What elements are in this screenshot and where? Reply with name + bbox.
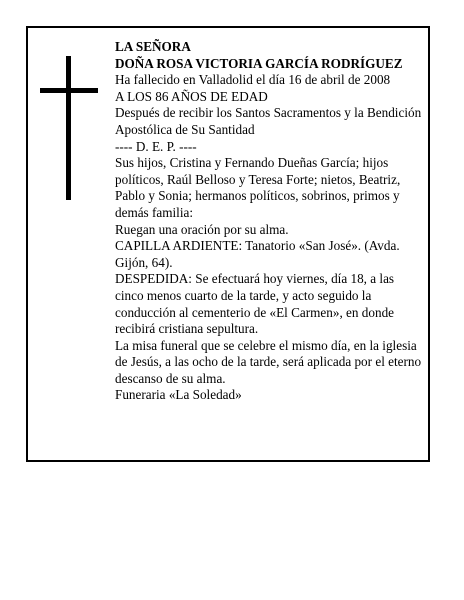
prayer-request: Ruegan una oración por su alma. [115, 221, 289, 237]
chapel-text: Tanatorio «San José». (Avda. Gijón, 64). [115, 238, 400, 270]
cross-icon [40, 56, 98, 200]
age: A LOS 86 AÑOS DE EDAD [115, 88, 268, 104]
deceased-name: DOÑA ROSA VICTORIA GARCÍA RODRÍGUEZ [115, 55, 403, 71]
farewell-text: Se efectuará hoy viernes, día 18, a las cinco menos cuarto de la tarde, y acto seguido la conducción al cementerio de «El Carmen», en donde recibirá cristiana sepultura. [115, 271, 395, 337]
rip-line: ---- D. E. P. ---- [115, 138, 197, 154]
sacraments: Después de recibir los Santos Sacramentos y la Bendición Apostólica de Su Santidad [115, 105, 422, 137]
mass: La misa funeral que se celebre el mismo día, en la iglesia de Jesús, a las ocho de la tarde, será aplicada por el eterno descanso de su alma. [115, 337, 422, 386]
farewell [115, 271, 423, 337]
cross-vertical-bar [66, 56, 71, 200]
farewell-label: DESPEDIDA: [115, 271, 192, 287]
chapel [115, 238, 423, 271]
cross-horizontal-bar [40, 88, 98, 93]
salutation: LA SEÑORA [115, 39, 191, 54]
chapel-label: CAPILLA ARDIENTE: [115, 238, 243, 254]
family: Sus hijos, Cristina y Fernando Dueñas García; hijos políticos, Raúl Belloso y Teresa Forte; nietos, Beatriz, Pablo y Sonia; hermanos políticos, sobrinos, primos y demás familia: [115, 155, 401, 220]
funeral-home: Funeraria «La Soledad» [115, 387, 242, 403]
death-info: Ha fallecido en Valladolid el día 16 de abril de 2008 [115, 72, 391, 88]
obituary-notice [26, 26, 430, 462]
notice-text [115, 39, 423, 404]
